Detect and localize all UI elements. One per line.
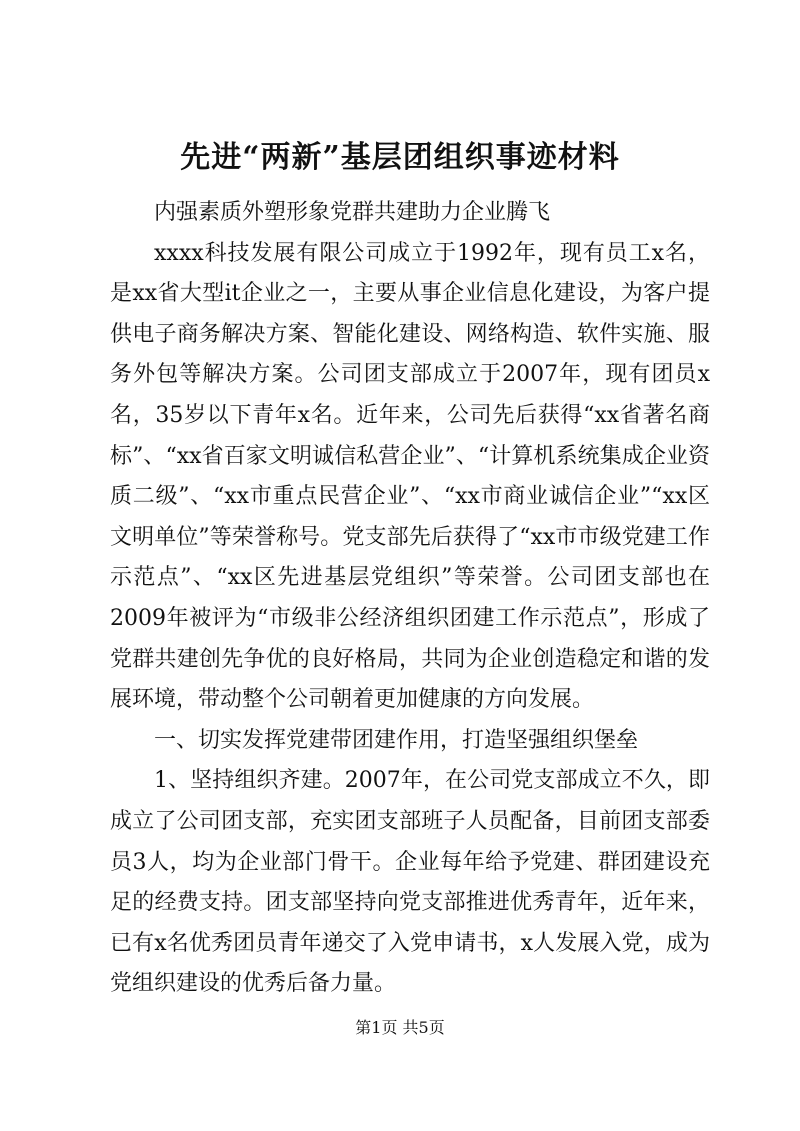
document-title: 先进“两新”基层团组织事迹材料 — [180, 140, 620, 175]
document-body — [110, 193, 710, 1005]
section-paragraph: 1、坚持组织齐建。2007年，在公司党支部成立不久，即成立了公司团支部，充实团支部班子人员配备，目前团支部委员3人，均为企业部门骨干。企业每年给予党建、群团建设充足的经费支持。团支部坚持向党支部推进优秀青年，近年来，已有x名优秀团员青年递交了入党申请书，x人发展入党，成为党组织建设的优秀后备力量。 — [110, 768, 710, 997]
section-heading: 一、切实发挥党建带团建作用，打造坚强组织堡垒 — [154, 727, 639, 753]
intro-paragraph: xxxx科技发展有限公司成立于1992年，现有员工x名，是xx省大型it企业之一，主要从事企业信息化建设，为客户提供电子商务解决方案、智能化建设、网络构造、软件实施、服务外包等解决方案。公司团支部成立于2007年，现有团员x名，35岁以下青年x名。近年来，公司先后获得“xx省著名商标”、“xx省百家文明诚信私营企业”、“计算机系统集成企业资质二级”、“xx市重点民营企业”、“xx市商业诚信企业”“xx区文明单位”等荣誉称号。党支部先后获得了“xx市市级党建工作示范点”、“xx区先进基层党组织”等荣誉。公司团支部也在2009年被评为“市级非公经济组织团建工作示范点”，形成了党群共建创先争优的良好格局，共同为企业创造稳定和谐的发展环境，带动整个公司朝着更加健康的方向发展。 — [110, 240, 710, 713]
subtitle-paragraph: 内强素质外塑形象党群共建助力企业腾飞 — [154, 200, 551, 225]
page-number: 第1页 共5页 — [355, 1018, 445, 1037]
